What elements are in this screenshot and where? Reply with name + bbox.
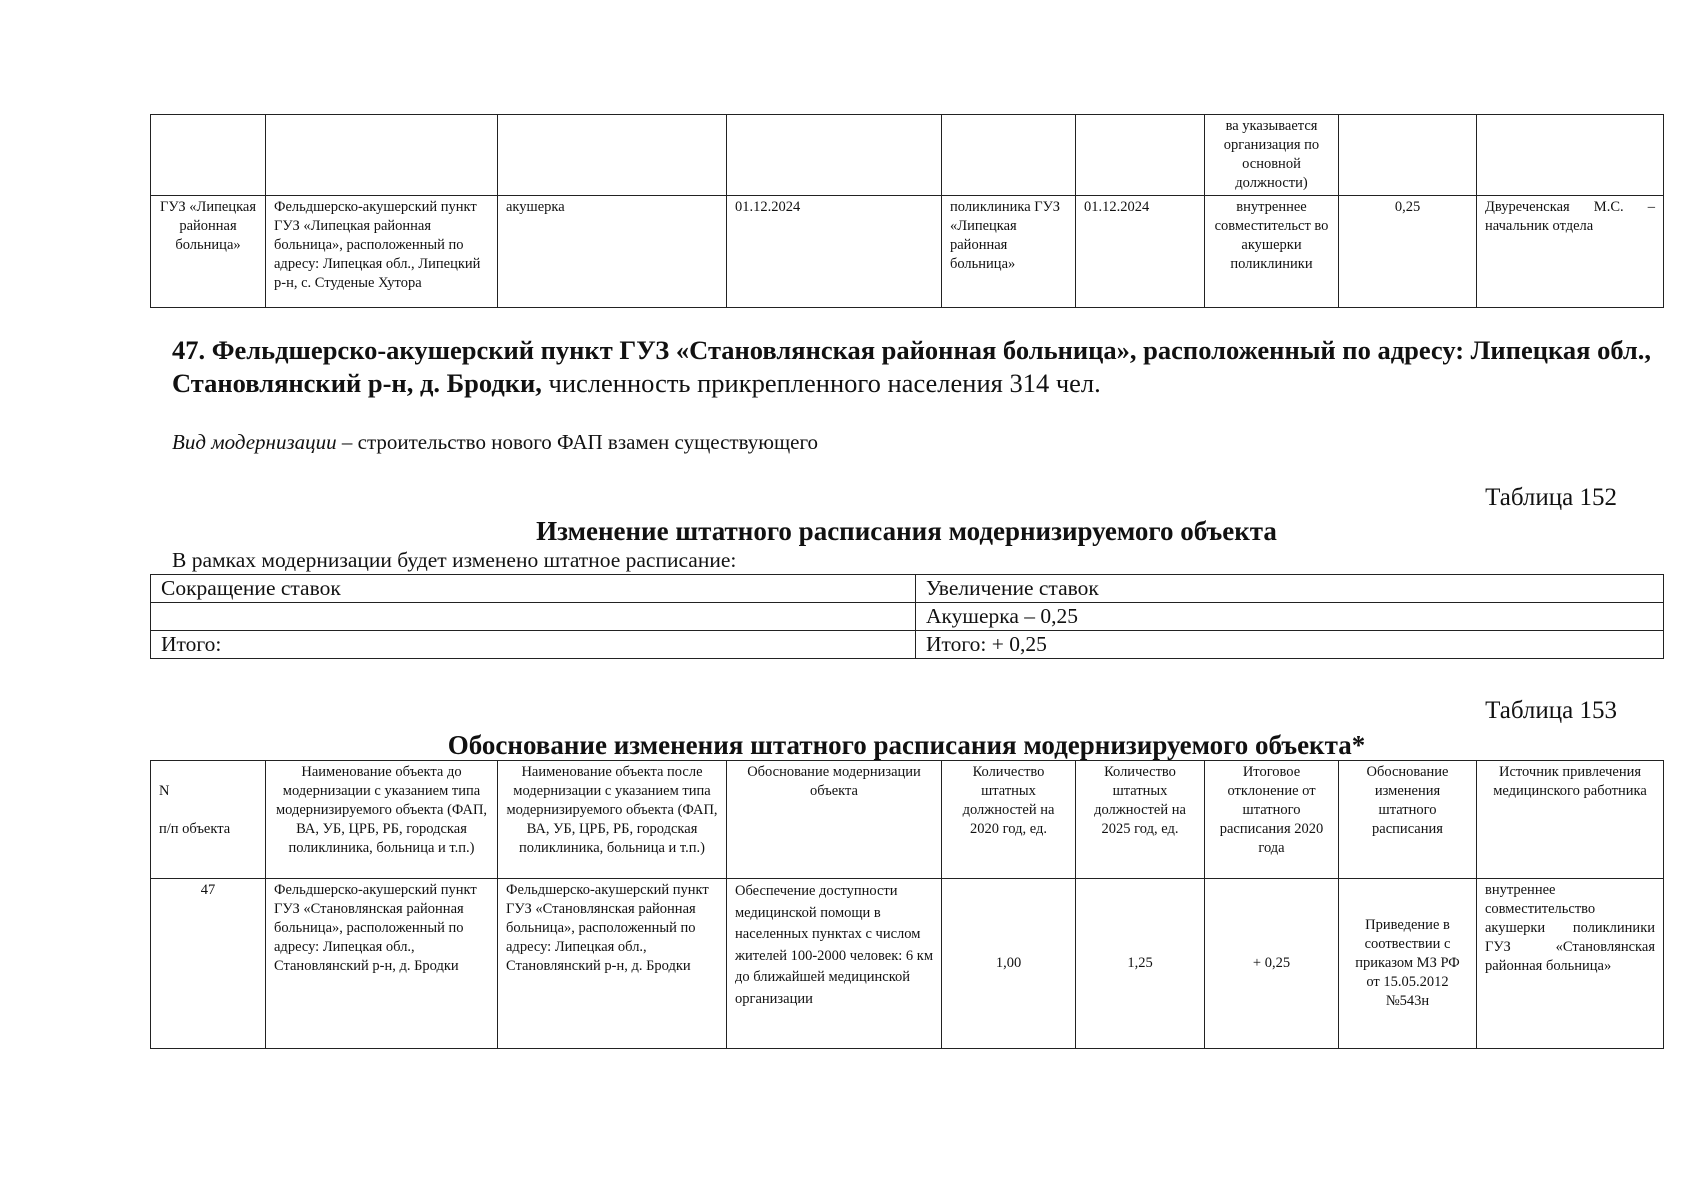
row-deviation: + 0,25	[1205, 879, 1339, 1049]
section-heading	[172, 334, 1662, 400]
total-reduction: Итого:	[151, 631, 916, 659]
table-title: Обоснование изменения штатного расписания модернизируемого объекта*	[447, 730, 1366, 760]
section-heading-population: численность прикрепленного населения 314 чел.	[541, 368, 1101, 398]
staff-change-table	[150, 574, 1664, 659]
reduction-cell	[151, 603, 916, 631]
responsible-cell: Двуреченская М.С. – начальник отдела	[1477, 196, 1664, 308]
header-reason: Обоснование модернизации объекта	[727, 761, 942, 879]
table-row	[151, 631, 1664, 659]
type-cell: внутреннее совместительст во акушерки поликлиники	[1205, 196, 1339, 308]
header-number: N п/п объекта	[151, 761, 266, 879]
header-reduction: Сокращение ставок	[151, 575, 916, 603]
date-cell: 01.12.2024	[1076, 196, 1205, 308]
table-row	[151, 603, 1664, 631]
header-before: Наименование объекта до модернизации с указанием типа модернизируемого объекта (ФАП, ВА, УБ, ЦРБ, РБ, городская поликлиника, больница и т.п.)	[266, 761, 498, 879]
row-before: Фельдшерско-акушерский пункт ГУЗ «Становлянская районная больница», расположенный по адресу: Липецкая обл., Становлянский р-н, д. Бродки	[266, 879, 498, 1049]
table-number: Таблица 152	[1485, 484, 1617, 511]
table-row	[151, 879, 1664, 1049]
position-cell: акушерка	[498, 196, 727, 308]
section-heading-bold: 47. Фельдшерско-акушерский пункт ГУЗ «Становлянская районная больница», расположенный по адресу: Липецкая обл., Становлянский р-н, д. Бродки,	[172, 335, 1652, 398]
top-staffing-table	[150, 114, 1664, 308]
header-count-2025: Количество штатных должностей на 2025 год, ед.	[1076, 761, 1205, 879]
modernization-type-value: – строительство нового ФАП взамен существующего	[336, 430, 819, 454]
modernization-type-label: Вид модернизации	[172, 430, 337, 454]
row-after: Фельдшерско-акушерский пункт ГУЗ «Становлянская районная больница», расположенный по адресу: Липецкая обл., Становлянский р-н, д. Бродки	[498, 879, 727, 1049]
row-reason: Обеспечение доступности медицинской помощи в населенных пунктах с числом жителей 100-2000 человек: 6 км до ближайшей медицинской организации	[727, 879, 942, 1049]
table-intro: В рамках модернизации будет изменено штатное расписание:	[172, 548, 737, 572]
table-header-row	[151, 761, 1664, 879]
row-count-2025: 1,25	[1076, 879, 1205, 1049]
table-row	[151, 115, 1664, 196]
row-number: 47	[151, 879, 266, 1049]
object-cell: Фельдшерско-акушерский пункт ГУЗ «Липецкая районная больница», расположенный по адресу: Липецкая обл., Липецкий р-н, с. Студеные Хутора	[266, 196, 498, 308]
table-title: Изменение штатного расписания модернизируемого объекта	[536, 516, 1277, 546]
rate-cell: 0,25	[1339, 196, 1477, 308]
org-cell: ГУЗ «Липецкая районная больница»	[151, 196, 266, 308]
justification-table	[150, 760, 1664, 1049]
row-source: внутреннее совместительство акушерки поликлиники ГУЗ «Становлянская районная больница»	[1477, 879, 1664, 1049]
table-number: Таблица 153	[1485, 697, 1617, 724]
table-row	[151, 196, 1664, 308]
table-row	[151, 575, 1664, 603]
row-justification: Приведение в соотвествии с приказом МЗ РФ от 15.05.2012 №543н	[1339, 879, 1477, 1049]
increase-cell: Акушерка – 0,25	[916, 603, 1664, 631]
row-count-2020: 1,00	[942, 879, 1076, 1049]
header-justification: Обоснование изменения штатного расписания	[1339, 761, 1477, 879]
header-increase: Увеличение ставок	[916, 575, 1664, 603]
header-deviation: Итоговое отклонение от штатного расписания 2020 года	[1205, 761, 1339, 879]
header-source: Источник привлечения медицинского работника	[1477, 761, 1664, 879]
unit-cell: поликлиника ГУЗ «Липецкая районная больница»	[942, 196, 1076, 308]
total-increase: Итого: + 0,25	[916, 631, 1664, 659]
header-count-2020: Количество штатных должностей на 2020 год, ед.	[942, 761, 1076, 879]
modernization-type	[172, 430, 818, 455]
continued-note: ва указывается организация по основной должности)	[1205, 115, 1339, 196]
date-cell: 01.12.2024	[727, 196, 942, 308]
header-after: Наименование объекта после модернизации с указанием типа модернизируемого объекта (ФАП, ВА, УБ, ЦРБ, РБ, городская поликлиника, больница и т.п.)	[498, 761, 727, 879]
